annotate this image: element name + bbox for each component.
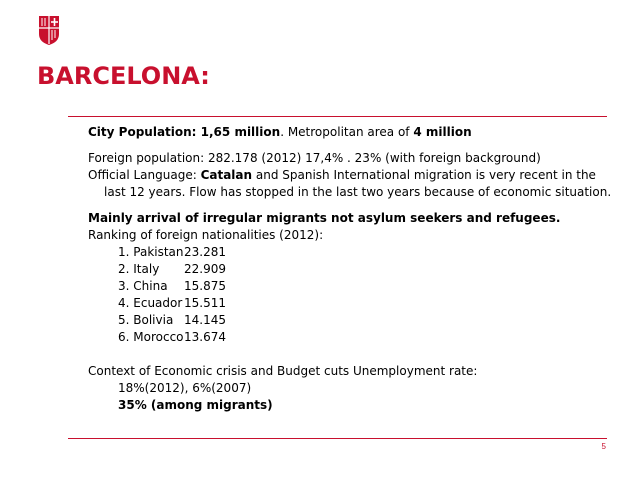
list-item: 2. Italy 22.909 — [118, 262, 226, 276]
list-item: 3. China 15.875 — [118, 279, 226, 293]
unemployment-migrants: 35% (among migrants) — [118, 398, 273, 412]
slide-content — [88, 124, 613, 414]
ranking-title: Ranking of foreign nationalities (2012): — [88, 228, 324, 242]
metro-population-value: 4 million — [413, 125, 472, 139]
page-title: BARCELONA: — [37, 62, 210, 90]
list-item: 4. Ecuador 15.511 — [118, 296, 226, 310]
page-number: 5 — [601, 442, 606, 451]
bottom-divider — [68, 438, 607, 439]
list-item: 5. Bolivia 14.145 — [118, 313, 226, 327]
list-item: 1. Pakistan 23.281 — [118, 245, 226, 259]
arrival-line: Mainly arrival of irregular migrants not asylum seekers and refugees. — [88, 211, 561, 225]
context-line: Context of Economic crisis and Budget cuts Unemployment rate: — [88, 364, 478, 378]
city-population-label: City Population: 1,65 million — [88, 125, 281, 139]
unemployment-rates: 18%(2012), 6%(2007) — [118, 381, 252, 395]
top-divider — [68, 116, 607, 117]
language-rest: and Spanish International migration is very recent in the last 12 years. Flow has stopped in the last two years because of economic situation. — [104, 168, 612, 199]
foreign-population-line: Foreign population: 282.178 (2012) 17,4% . 23% (with foreign background) — [88, 151, 541, 165]
language-catalan: Catalan — [200, 168, 253, 182]
list-item: 6. Morocco 13.674 — [118, 330, 226, 344]
population-line — [88, 124, 613, 141]
language-line — [88, 167, 613, 201]
barcelona-city-shield-icon — [37, 14, 61, 46]
language-label: Official Language: — [88, 168, 201, 182]
metro-separator: . Metropolitan area of — [280, 125, 414, 139]
